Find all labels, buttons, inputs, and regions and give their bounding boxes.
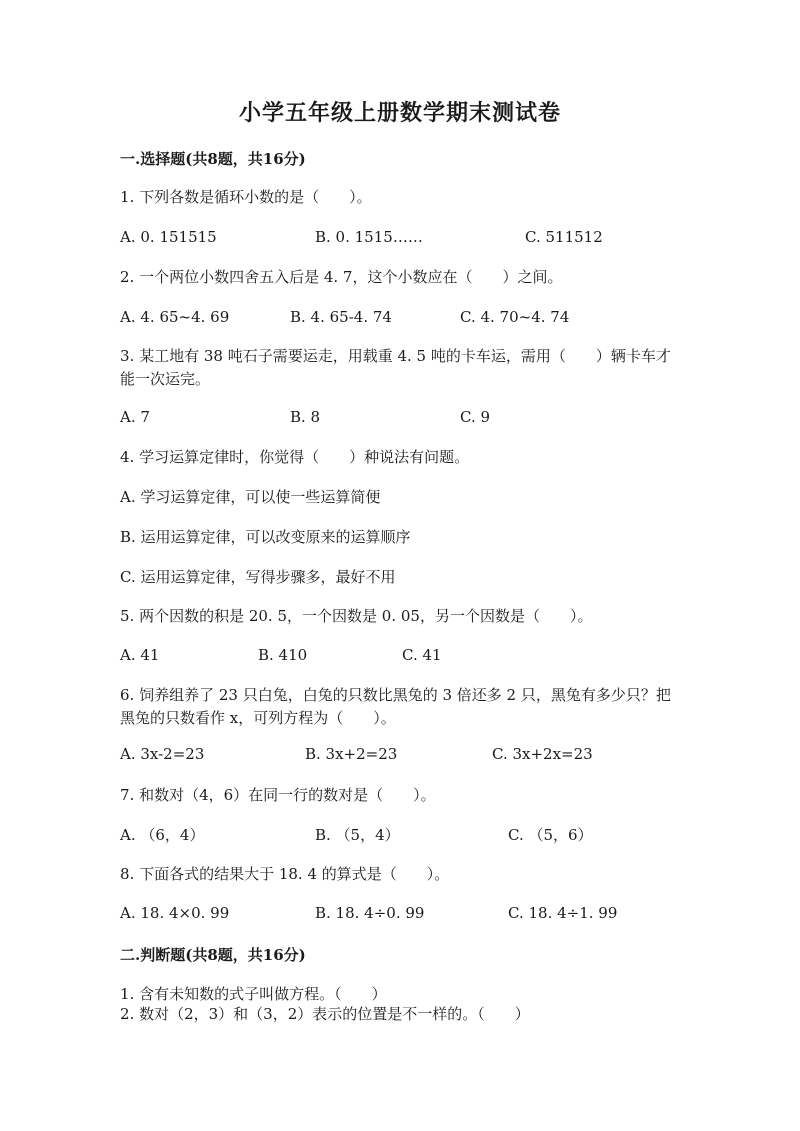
q3-option-a: A. 7 — [120, 408, 150, 426]
q7-option-a: A. （6，4） — [120, 826, 205, 844]
q4-option-b: B. 运用运算定律，可以改变原来的运算顺序 — [120, 528, 411, 546]
question-1: 1. 下列各数是循环小数的是（ ）。 — [120, 188, 372, 206]
section-heading-choice: 一.选择题(共8题，共16分) — [120, 150, 306, 168]
question-2: 2. 一个两位小数四舍五入后是 4. 7，这个小数应在（ ）之间。 — [120, 268, 563, 286]
judgment-2: 2. 数对（2，3）和（3，2）表示的位置是不一样的。（ ） — [120, 1005, 530, 1023]
q8-option-a: A. 18. 4×0. 99 — [120, 904, 230, 922]
q7-option-b: B. （5，4） — [315, 826, 400, 844]
question-7: 7. 和数对（4，6）在同一行的数对是（ ）。 — [120, 786, 436, 804]
q3-option-b: B. 8 — [290, 408, 321, 426]
q1-option-b: B. 0. 1515…… — [315, 228, 423, 246]
q6-option-c: C. 3x+2x=23 — [492, 745, 593, 763]
question-4: 4. 学习运算定律时，你觉得（ ）种说法有问题。 — [120, 448, 470, 466]
q7-option-c: C. （5，6） — [508, 826, 593, 844]
section-heading-judgment: 二.判断题(共8题，共16分) — [120, 946, 306, 964]
q5-option-b: B. 410 — [258, 646, 308, 664]
q8-option-b: B. 18. 4÷0. 99 — [315, 904, 425, 922]
page-title: 小学五年级上册数学期末测试卷 — [238, 100, 561, 126]
q6-option-b: B. 3x+2=23 — [305, 745, 398, 763]
judgment-1: 1. 含有未知数的式子叫做方程。（ ） — [120, 985, 387, 1003]
q2-option-b: B. 4. 65-4. 74 — [290, 308, 392, 326]
question-5: 5. 两个因数的积是 20. 5，一个因数是 0. 05，另一个因数是（ ）。 — [120, 607, 593, 625]
q2-option-a: A. 4. 65~4. 69 — [120, 308, 230, 326]
question-3: 3. 某工地有 38 吨石子需要运走，用载重 4. 5 吨的卡车运，需用（ ）辆卡车才能一次运完。 — [120, 347, 671, 388]
q6-option-a: A. 3x-2=23 — [120, 745, 205, 763]
q3-option-c: C. 9 — [460, 408, 491, 426]
q1-option-a: A. 0. 151515 — [120, 228, 217, 246]
q4-option-a: A. 学习运算定律，可以使一些运算简便 — [120, 488, 381, 506]
question-6: 6. 饲养组养了 23 只白兔，白兔的只数比黑兔的 3 倍还多 2 只，黑兔有多少只？把黑兔的只数看作 x，可列方程为（ ）。 — [120, 686, 671, 727]
question-8: 8. 下面各式的结果大于 18. 4 的算式是（ ）。 — [120, 865, 450, 883]
q2-option-c: C. 4. 70~4. 74 — [460, 308, 570, 326]
q4-option-c: C. 运用运算定律，写得步骤多，最好不用 — [120, 568, 396, 586]
q1-option-c: C. 511512 — [525, 228, 603, 246]
q8-option-c: C. 18. 4÷1. 99 — [508, 904, 618, 922]
q5-option-a: A. 41 — [120, 646, 160, 664]
q5-option-c: C. 41 — [402, 646, 442, 664]
